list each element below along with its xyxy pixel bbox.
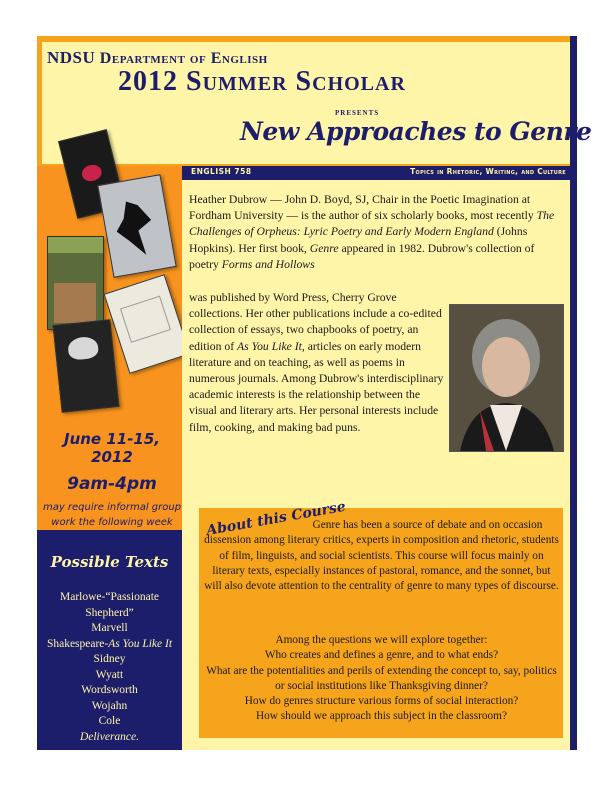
book-cover-5 <box>53 319 120 413</box>
book-cover-3 <box>47 236 104 330</box>
event-time: 9am-4pm <box>67 474 157 494</box>
possible-texts-title: Possible Texts <box>50 553 169 571</box>
book-cover-4 <box>104 274 191 374</box>
question-item: What are the potentialities and perils of extending the concept to, say, politics or social institutions like Thanksgiving dinner? <box>206 664 557 692</box>
course-topic: Topics in Rhetoric, Writing, and Culture <box>410 167 566 176</box>
about-course-description: Genre has been a source of debate and on occasion dissension among literary critics, experts in composition and rhetoric, students of film, linguists, and social scientists. This course will focus mainly on literary texts, especially instances of pastoral, romance, and the sonnet, but will also devote attention to the centrality of genre to many types of discourse. <box>204 519 559 593</box>
text-item: Sidney <box>93 653 126 665</box>
author-bio-continued: was published by Word Press, Cherry Grove collections. Her other publications include a co-edited collection of essays, two chapbooks of poetry, an edition of As You Like It, articles on early modern literature and on teaching, as well as poems in numerous journals. Among Dubrow's interdisciplinary academic interests is the relationship between the visual and literary arts. Her personal interests include film, cooking, and making bad puns. <box>189 291 444 434</box>
text-item: Wyatt <box>95 668 124 681</box>
schedule-note: may require informal group work the following week <box>42 502 182 528</box>
question-item: Who creates and defines a genre, and to what ends? <box>264 649 499 662</box>
header-accent-strip <box>570 36 577 166</box>
course-questions <box>203 633 560 725</box>
event-title: New Approaches to Genre <box>240 117 592 146</box>
text-item: Wordsworth <box>81 684 138 696</box>
event-dates: June 11-15, 2012 <box>63 430 160 466</box>
text-item: Shakespeare-As You Like It <box>46 637 173 650</box>
presents-label: presents <box>335 107 380 118</box>
question-item: How do genres structure various forms of social interaction? <box>244 695 519 708</box>
author-photo <box>449 304 564 452</box>
question-intro: Among the questions we will explore together: <box>275 634 488 646</box>
text-item: Deliverance. <box>79 730 140 743</box>
summer-scholar-heading: 2012 Summer Scholar <box>118 66 406 97</box>
text-item: Wojahn <box>91 699 128 712</box>
course-code: ENGLISH 758 <box>191 167 252 176</box>
text-item: Marlowe-“Passionate Shepherd” <box>60 591 159 619</box>
question-item: How should we approach this subject in the classroom? <box>256 710 507 723</box>
schedule-block <box>42 430 182 530</box>
possible-texts-list <box>37 590 182 745</box>
right-accent-strip <box>570 166 577 750</box>
about-course-heading: About this Course <box>205 498 347 539</box>
author-bio: Heather Dubrow — John D. Boyd, SJ, Chair in the Poetic Imagination at Fordham University — is the author of six scholarly books, most recently The Challenges of Orpheus: Lyric Poetry and Early Modern England (Johns Hopkins). Her first book, Genre appeared in 1982. Dubrow's collection of poetry Forms and Hollows <box>189 193 555 271</box>
book-covers-collage <box>47 124 182 414</box>
department-name: NDSU Department of English <box>47 48 268 67</box>
text-item: Marvell <box>91 622 128 634</box>
book-cover-2 <box>97 174 176 278</box>
text-item: Cole <box>98 715 121 727</box>
portrait-image <box>450 305 563 451</box>
